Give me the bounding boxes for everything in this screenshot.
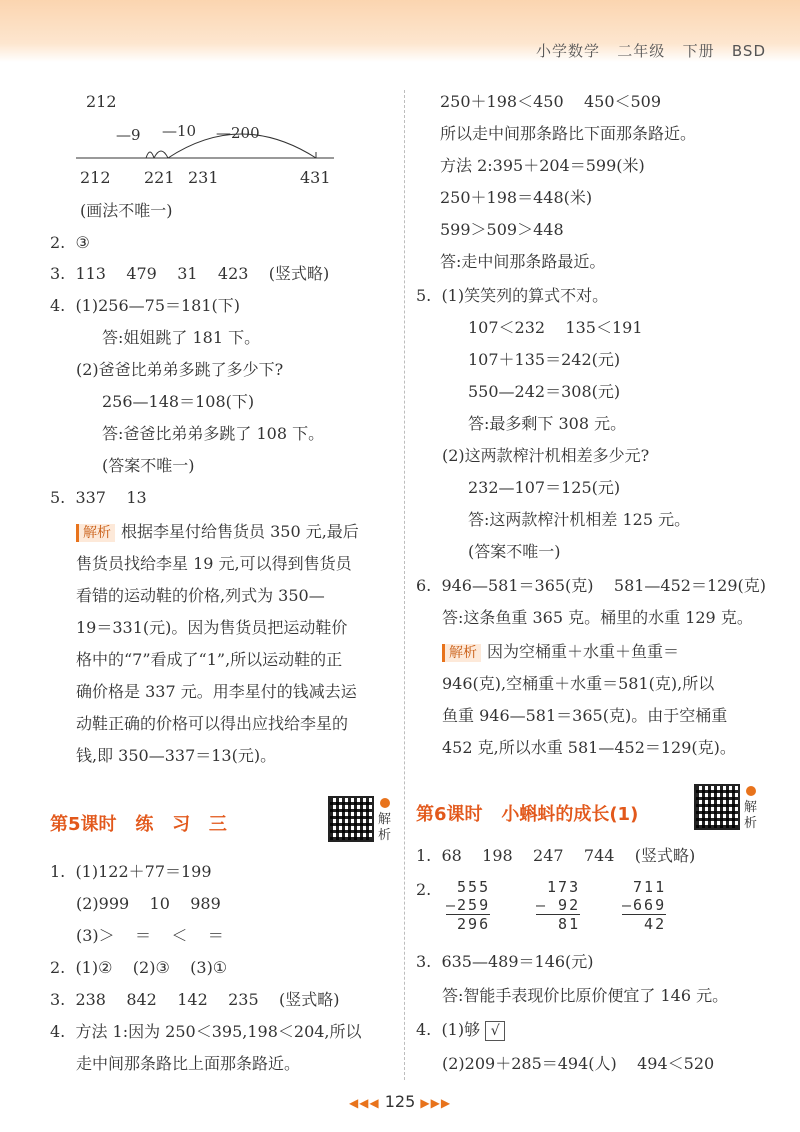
number-line-top: 212	[86, 92, 117, 111]
vs2-top: 173	[536, 878, 581, 896]
analysis-1-line-7: 动鞋正确的价格可以得出应找给李星的	[76, 714, 349, 733]
tick-label-431: 431	[300, 168, 331, 187]
vertical-subtraction-2	[536, 878, 580, 933]
analysis-1-line-3: 看错的运动鞋的价格,列式为 350—	[76, 586, 325, 605]
tick-label-212: 212	[80, 168, 111, 187]
page-number: 125	[384, 1092, 416, 1111]
answer-5: 5. 337 13	[50, 488, 147, 507]
right-line-3: 方法 2:395＋204＝599(米)	[440, 156, 645, 175]
right-line-2: 所以走中间那条路比下面那条路近。	[440, 124, 697, 143]
s5-answer-1-3: (3)＞ ＝ ＜ ＝	[76, 926, 224, 945]
analysis-1-line-6: 确价格是 337 元。用李星付的钱减去运	[76, 682, 357, 701]
right-line-9: 107＋135＝242(元)	[468, 350, 621, 369]
right-line-10: 550—242＝308(元)	[468, 382, 621, 401]
qr-label-section-6: 解析	[744, 800, 758, 831]
vertical-subtraction-3	[622, 878, 666, 933]
jump-label-200: —200	[216, 124, 260, 142]
answer-4-2-reply: 答:爸爸比弟弟多跳了 108 下。	[102, 424, 325, 443]
s5-answer-2: 2. (1)② (2)③ (3)①	[50, 958, 228, 977]
analysis-1-line-8: 钱,即 350—337＝13(元)。	[76, 746, 277, 765]
s6-answer-4-1: 4. (1)够 √	[416, 1020, 505, 1041]
analysis-tag-2: 解析	[442, 644, 481, 662]
vs3-mid: —669	[622, 896, 667, 914]
s6-answer-3: 3. 635—489＝146(元)	[416, 952, 594, 971]
vs1-mid: —259	[446, 896, 491, 914]
s6-answer-3-reply: 答:智能手表现价比原价便宜了 146 元。	[442, 986, 729, 1005]
jump-label-9: —9	[116, 126, 141, 144]
analysis-1-line-4: 19＝331(元)。因为售货员把运动鞋价	[76, 618, 348, 637]
vertical-subtraction-1	[446, 878, 490, 933]
right-line-6: 答:走中间那条路最近。	[440, 252, 606, 271]
number-line	[76, 118, 336, 168]
s6-answer-2-label: 2.	[416, 880, 432, 899]
vs3-result: 42	[622, 915, 667, 933]
s6-answer-1: 1. 68 198 247 744 (竖式略)	[416, 846, 696, 865]
section-6-title: 第6课时 小蝌蚪的成长(1)	[416, 804, 639, 825]
column-divider	[404, 90, 405, 1080]
play-arrow-icon-2	[746, 786, 756, 796]
right-line-14: 答:这两款榨汁机相差 125 元。	[468, 510, 691, 529]
answer-4-1-reply: 答:姐姐跳了 181 下。	[102, 328, 261, 347]
qr-code-section-6[interactable]	[694, 784, 740, 830]
vs1-result: 296	[446, 915, 491, 933]
jump-arc-10	[154, 151, 168, 158]
next-arrows-icon: ▶▶▶	[420, 1096, 452, 1110]
right-line-4: 250＋198＝448(米)	[440, 188, 593, 207]
analysis-tag: 解析	[76, 524, 115, 542]
right-answer-6: 6. 946—581＝365(克) 581—452＝129(克)	[416, 576, 766, 595]
s5-answer-3: 3. 238 842 142 235 (竖式略)	[50, 990, 340, 1009]
analysis-2-line-1: 解析 因为空桶重＋水重＋鱼重＝	[442, 642, 679, 662]
answer-4-note: (答案不唯一)	[102, 456, 195, 475]
answer-2: 2. ③	[50, 233, 90, 252]
prev-arrows-icon: ◀◀◀	[348, 1096, 380, 1110]
s5-answer-1-2: (2)999 10 989	[76, 894, 221, 913]
right-answer-5-2: (2)这两款榨汁机相差多少元?	[442, 446, 650, 465]
right-line-13: 232—107＝125(元)	[468, 478, 621, 497]
header-title: 小学数学 二年级 下册 BSD	[535, 42, 766, 60]
analysis-1-line-5: 格中的“7”看成了“1”,所以运动鞋的正	[76, 650, 343, 669]
right-line-8: 107＜232 135＜191	[468, 318, 643, 337]
number-line-note: (画法不唯一)	[80, 201, 173, 220]
section-5-title: 第5课时 练 习 三	[50, 814, 227, 835]
vs3-top: 711	[622, 878, 667, 896]
answer-4-2: (2)爸爸比弟弟多跳了多少下?	[76, 360, 284, 379]
analysis-2-line-2: 946(克),空桶重＋水重＝581(克),所以	[442, 674, 715, 693]
right-line-11: 答:最多剩下 308 元。	[468, 414, 627, 433]
s5-answer-4: 4. 方法 1:因为 250＜395,198＜204,所以	[50, 1022, 362, 1041]
answer-4-1: 4. (1)256—75＝181(下)	[50, 296, 241, 315]
jump-label-10: —10	[162, 122, 197, 140]
tick-label-231: 231	[188, 168, 219, 187]
jump-arc-9	[146, 152, 154, 158]
tick-label-221: 221	[144, 168, 175, 187]
check-mark-icon: √	[485, 1021, 505, 1041]
analysis-2-line-3: 鱼重 946—581＝365(克)。由于空桶重	[442, 706, 728, 725]
qr-label-section-5: 解析	[378, 812, 392, 843]
right-answer-6-reply: 答:这条鱼重 365 克。桶里的水重 129 克。	[442, 608, 753, 627]
answer-4-2-calc: 256—148＝108(下)	[102, 392, 255, 411]
answer-3: 3. 113 479 31 423 (竖式略)	[50, 264, 330, 283]
vs2-result: 81	[536, 915, 581, 933]
right-answer-5-1: 5. (1)笑笑列的算式不对。	[416, 286, 609, 305]
s6-answer-4-2: (2)209＋285＝494(人) 494＜520	[442, 1054, 715, 1073]
right-line-15: (答案不唯一)	[468, 542, 561, 561]
qr-code-section-5[interactable]	[328, 796, 374, 842]
vs1-top: 555	[446, 878, 491, 896]
play-arrow-icon	[380, 798, 390, 808]
analysis-1-line-1: 解析 根据李星付给售货员 350 元,最后	[76, 522, 359, 542]
s5-answer-4-cont: 走中间那条路比上面那条路近。	[76, 1054, 301, 1073]
analysis-1-line-2: 售货员找给李星 19 元,可以得到售货员	[76, 554, 352, 573]
page-footer	[0, 1092, 800, 1111]
analysis-2-line-4: 452 克,所以水重 581—452＝129(克)。	[442, 738, 736, 757]
s5-answer-1-1: 1. (1)122＋77＝199	[50, 862, 212, 881]
right-line-5: 599＞509＞448	[440, 220, 564, 239]
right-line-1: 250＋198＜450 450＜509	[440, 92, 662, 111]
vs2-mid: — 92	[536, 896, 581, 914]
